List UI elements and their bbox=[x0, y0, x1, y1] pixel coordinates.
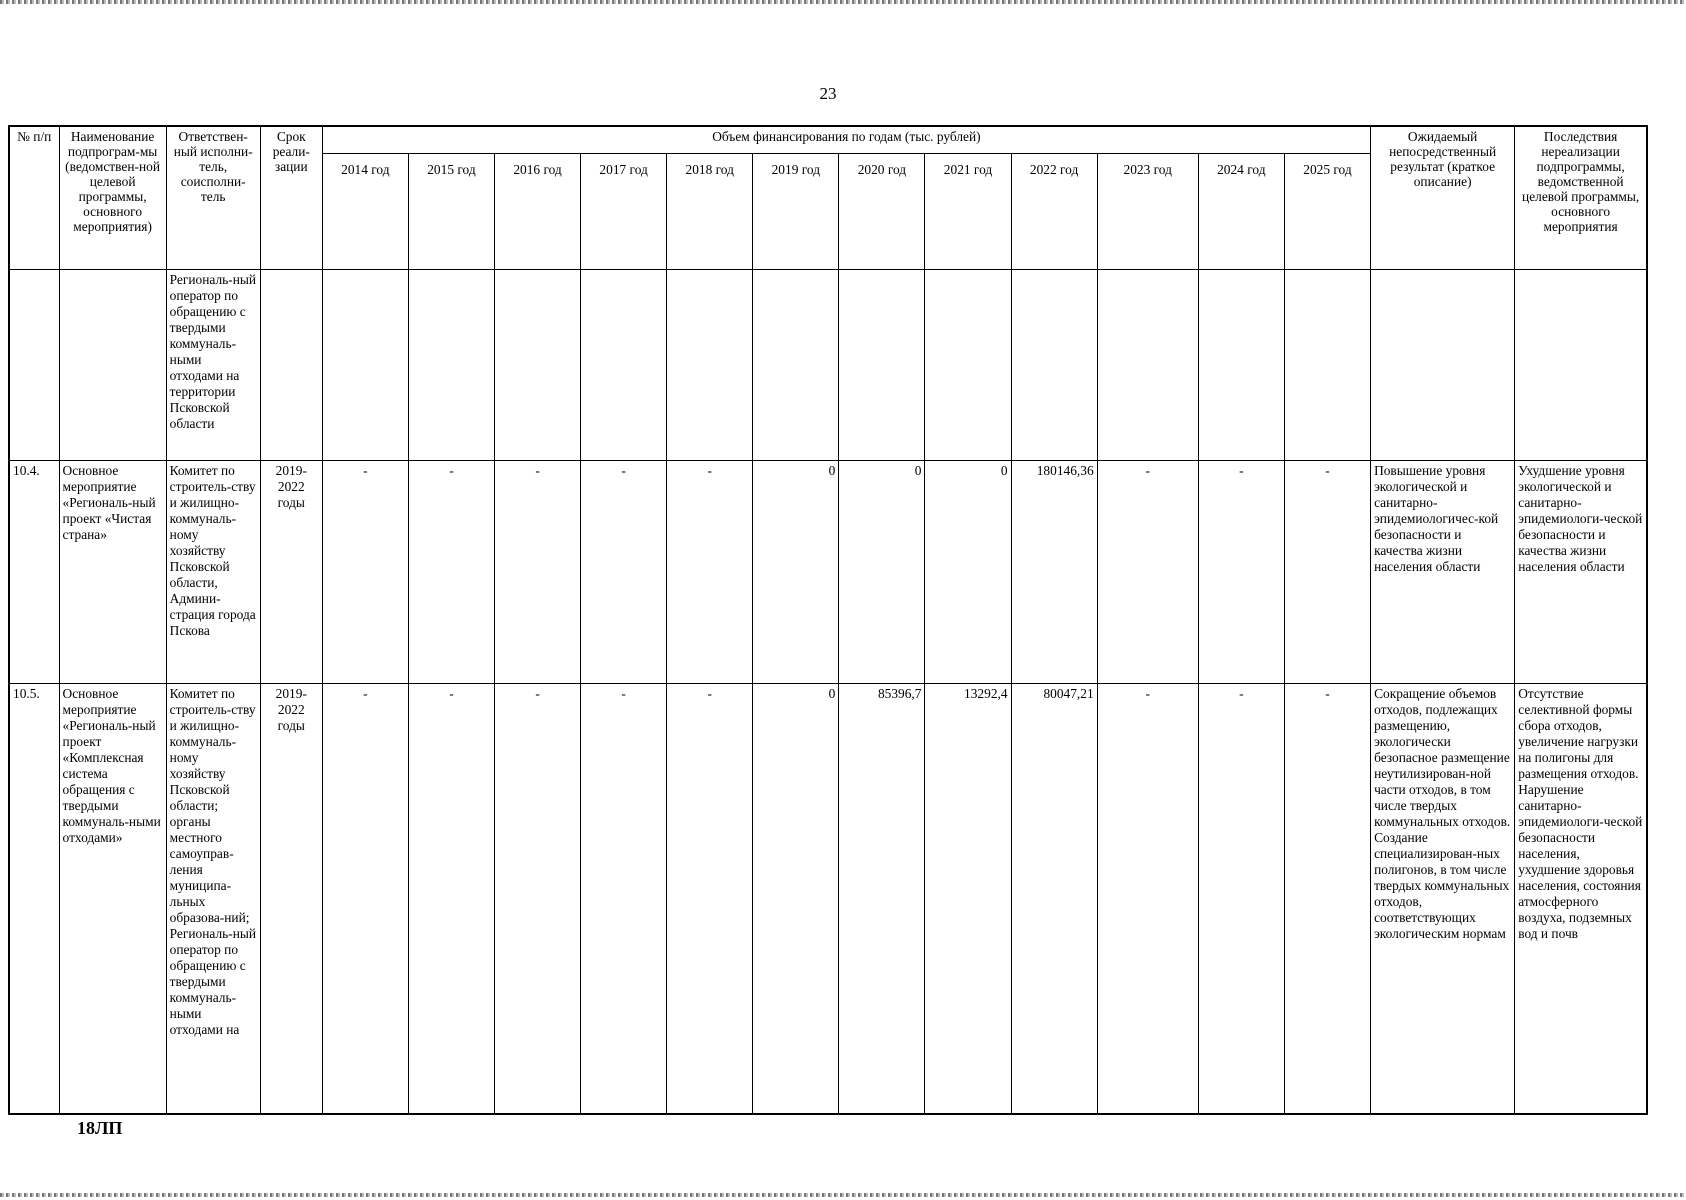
header-year: 2015 год bbox=[408, 154, 494, 270]
cell-executor: Региональ-ный оператор по обращению с твердыми коммуналь-ными отходами на территории Псковской области bbox=[166, 270, 260, 461]
cell-value bbox=[1284, 270, 1370, 461]
header-year: 2022 год bbox=[1011, 154, 1097, 270]
cell-value: - bbox=[581, 684, 667, 1115]
cell-value: - bbox=[1198, 684, 1284, 1115]
header-year: 2016 год bbox=[495, 154, 581, 270]
cell-term bbox=[260, 270, 322, 461]
header-result: Ожидаемый непосредственный результат (краткое описание) bbox=[1371, 126, 1515, 270]
header-executor: Ответствен-ный исполни-тель, соисполни-тель bbox=[166, 126, 260, 270]
cell-value: 13292,4 bbox=[925, 684, 1011, 1115]
header-year: 2020 год bbox=[839, 154, 925, 270]
cell-value: 0 bbox=[753, 461, 839, 684]
table-row bbox=[9, 684, 1647, 1115]
header-year: 2024 год bbox=[1198, 154, 1284, 270]
cell-value: 80047,21 bbox=[1011, 684, 1097, 1115]
cell-num: 10.5. bbox=[9, 684, 59, 1115]
cell-value: - bbox=[408, 461, 494, 684]
cell-value: - bbox=[667, 461, 753, 684]
cell-value bbox=[322, 270, 408, 461]
cell-value: - bbox=[408, 684, 494, 1115]
cell-value bbox=[753, 270, 839, 461]
cell-value: - bbox=[1284, 684, 1370, 1115]
table-row bbox=[9, 461, 1647, 684]
cell-value bbox=[495, 270, 581, 461]
cell-executor: Комитет по строитель-ству и жилищно-коммуналь-ному хозяйству Псковской области, Админи-страция города Пскова bbox=[166, 461, 260, 684]
header-term: Срок реали-зации bbox=[260, 126, 322, 270]
header-year: 2014 год bbox=[322, 154, 408, 270]
header-funding-group: Объем финансирования по годам (тыс. рублей) bbox=[322, 126, 1370, 154]
cell-value: - bbox=[667, 684, 753, 1115]
header-year: 2023 год bbox=[1097, 154, 1198, 270]
header-name: Наименование подпрограм-мы (ведомствен-ной целевой программы, основного мероприятия) bbox=[59, 126, 166, 270]
cell-value: 0 bbox=[839, 461, 925, 684]
cell-num: 10.4. bbox=[9, 461, 59, 684]
cell-value: - bbox=[322, 684, 408, 1115]
cell-value: - bbox=[581, 461, 667, 684]
document-code: 18ЛП bbox=[77, 1118, 123, 1138]
page-number: 23 bbox=[819, 84, 837, 103]
cell-term: 2019-2022 годы bbox=[260, 684, 322, 1115]
cell-value bbox=[581, 270, 667, 461]
cell-name: Основное мероприятие «Региональ-ный проект «Чистая страна» bbox=[59, 461, 166, 684]
cell-value bbox=[667, 270, 753, 461]
cell-value bbox=[1011, 270, 1097, 461]
cell-value: - bbox=[495, 461, 581, 684]
cell-consequences bbox=[1515, 270, 1647, 461]
cell-value: 180146,36 bbox=[1011, 461, 1097, 684]
scan-edge-top bbox=[0, 0, 1686, 4]
cell-value: 85396,7 bbox=[839, 684, 925, 1115]
cell-value: - bbox=[495, 684, 581, 1115]
cell-value bbox=[408, 270, 494, 461]
cell-value: - bbox=[1097, 461, 1198, 684]
header-year: 2017 год bbox=[581, 154, 667, 270]
header-num: № п/п bbox=[9, 126, 59, 270]
cell-value bbox=[839, 270, 925, 461]
table-row bbox=[9, 270, 1647, 461]
cell-value bbox=[925, 270, 1011, 461]
header-year: 2025 год bbox=[1284, 154, 1370, 270]
scan-edge-bottom bbox=[0, 1193, 1686, 1197]
cell-value: 0 bbox=[925, 461, 1011, 684]
header-year: 2018 год bbox=[667, 154, 753, 270]
cell-consequences: Отсутствие селективной формы сбора отходов, увеличение нагрузки на полигоны для размещения отходов. Нарушение санитарно-эпидемиологи-ческой безопасности населения, ухудшение здоровья населения, состояния атмосферного воздуха, подземных вод и почв bbox=[1515, 684, 1647, 1115]
cell-value: - bbox=[1284, 461, 1370, 684]
cell-consequences: Ухудшение уровня экологической и санитарно-эпидемиологи-ческой безопасности и качества жизни населения области bbox=[1515, 461, 1647, 684]
header-year: 2021 год bbox=[925, 154, 1011, 270]
cell-result: Сокращение объемов отходов, подлежащих размещению, экологически безопасное размещение неутилизирован-ной части отходов, в том числе твердых коммунальных отходов. Создание специализирован-ных полигонов, в том числе твердых коммунальных отходов, соответствующих экологическим нормам bbox=[1371, 684, 1515, 1115]
cell-term: 2019-2022 годы bbox=[260, 461, 322, 684]
cell-value: 0 bbox=[753, 684, 839, 1115]
cell-value bbox=[1198, 270, 1284, 461]
cell-name bbox=[59, 270, 166, 461]
header-row-1 bbox=[9, 126, 1647, 154]
cell-num bbox=[9, 270, 59, 461]
cell-value: - bbox=[1198, 461, 1284, 684]
funding-table bbox=[8, 125, 1648, 1115]
header-year: 2019 год bbox=[753, 154, 839, 270]
cell-value: - bbox=[322, 461, 408, 684]
header-consequences: Последствия нереализации подпрограммы, ведомственной целевой программы, основного мероприятия bbox=[1515, 126, 1647, 270]
cell-value bbox=[1097, 270, 1198, 461]
cell-result: Повышение уровня экологической и санитарно-эпидемиологичес-кой безопасности и качества жизни населения области bbox=[1371, 461, 1515, 684]
cell-value: - bbox=[1097, 684, 1198, 1115]
cell-result bbox=[1371, 270, 1515, 461]
cell-name: Основное мероприятие «Региональ-ный проект «Комплексная система обращения с твердыми коммуналь-ными отходами» bbox=[59, 684, 166, 1115]
cell-executor: Комитет по строитель-ству и жилищно-коммуналь-ному хозяйству Псковской области; органы местного самоуправ-ления муниципа-льных образова-ний; Региональ-ный оператор по обращению с твердыми коммуналь-ными отходами на bbox=[166, 684, 260, 1115]
